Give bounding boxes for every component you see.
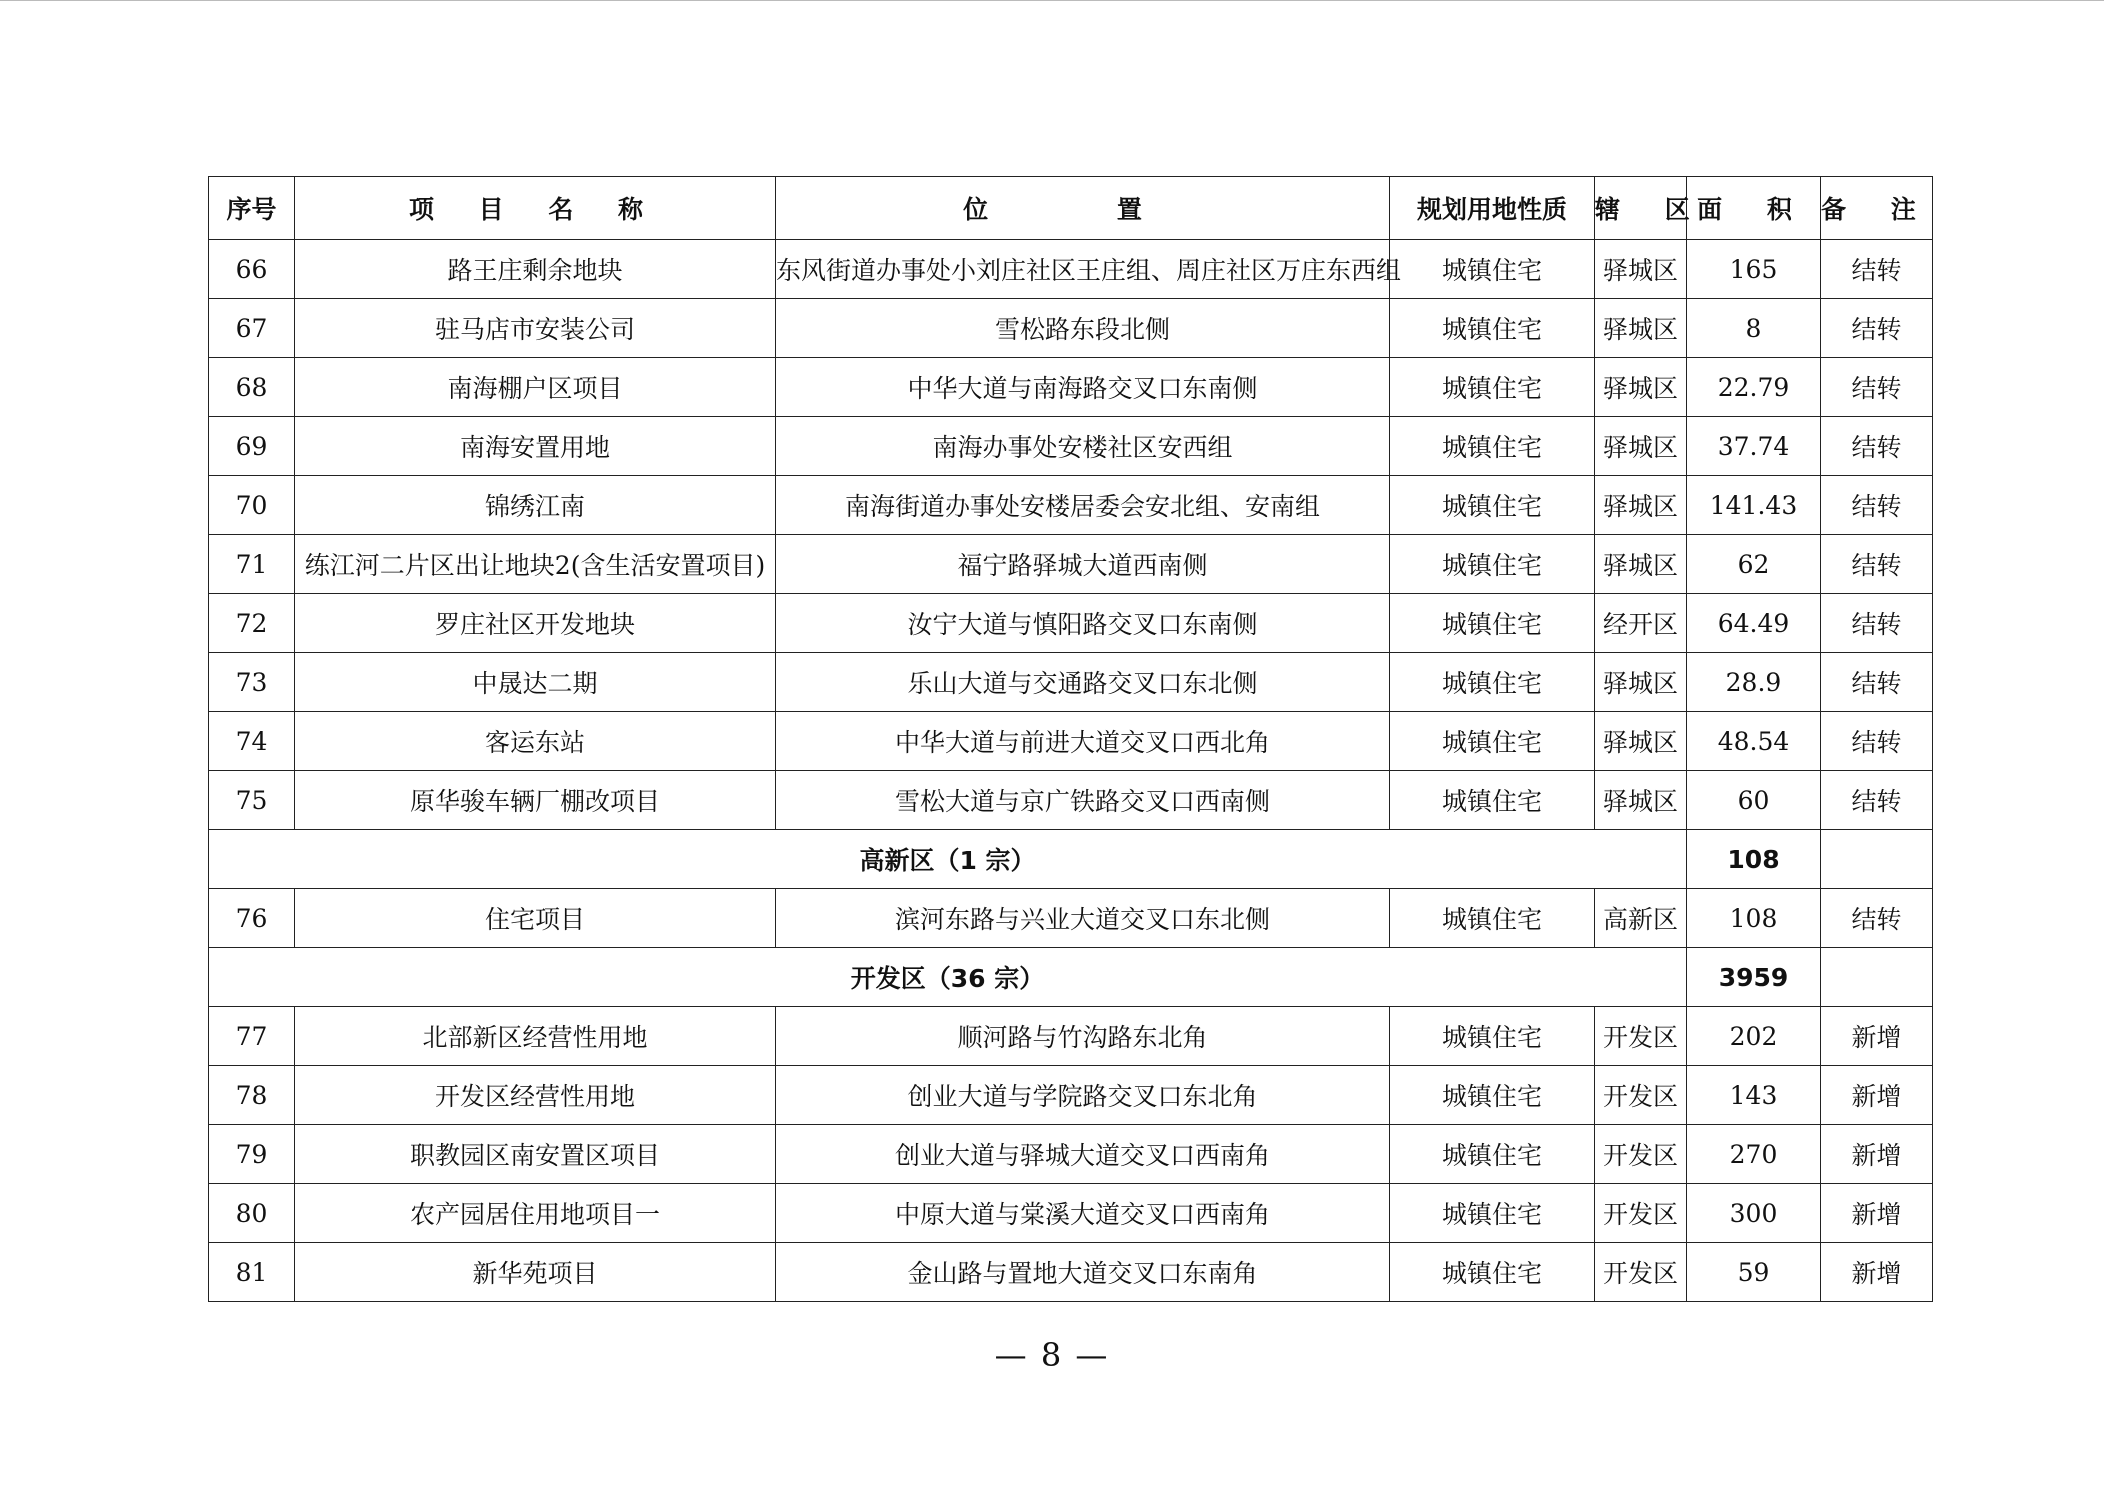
group-label: 高新区（1 宗）: [209, 830, 1687, 889]
rows-kaifa: [209, 1007, 1933, 1302]
group-gaoxin: [209, 830, 1933, 889]
group-remark: [1821, 948, 1933, 1007]
group-area: 3959: [1687, 948, 1821, 1007]
cell-area: 202: [1687, 1007, 1821, 1066]
table-row: [209, 712, 1933, 771]
cell-district: 驿城区: [1595, 653, 1687, 712]
cell-area: 59: [1687, 1243, 1821, 1302]
cell-remark: 新增: [1821, 1066, 1933, 1125]
rows-yicheng: [209, 240, 1933, 830]
cell-land-use: 城镇住宅: [1390, 299, 1595, 358]
cell-land-use: 城镇住宅: [1390, 240, 1595, 299]
table-row: [209, 417, 1933, 476]
cell-district: 开发区: [1595, 1184, 1687, 1243]
group-remark: [1821, 830, 1933, 889]
cell-remark: 结转: [1821, 299, 1933, 358]
cell-name: 客运东站: [295, 712, 776, 771]
cell-remark: 结转: [1821, 476, 1933, 535]
cell-land-use: 城镇住宅: [1390, 653, 1595, 712]
cell-name: 开发区经营性用地: [295, 1066, 776, 1125]
cell-district: 驿城区: [1595, 476, 1687, 535]
cell-remark: 结转: [1821, 417, 1933, 476]
cell-location: 东风街道办事处小刘庄社区王庄组、周庄社区万庄东西组: [776, 240, 1390, 299]
cell-district: 驿城区: [1595, 417, 1687, 476]
table-row: [209, 889, 1933, 948]
header-seq: 序号: [209, 177, 295, 240]
cell-land-use: 城镇住宅: [1390, 1184, 1595, 1243]
cell-location: 顺河路与竹沟路东北角: [776, 1007, 1390, 1066]
cell-land-use: 城镇住宅: [1390, 417, 1595, 476]
cell-seq: 70: [209, 476, 295, 535]
cell-name: 中晟达二期: [295, 653, 776, 712]
cell-land-use: 城镇住宅: [1390, 712, 1595, 771]
group-row-gaoxin: [209, 830, 1933, 889]
header-name: 项 目 名 称: [295, 177, 776, 240]
table-row: [209, 594, 1933, 653]
cell-name: 路王庄剩余地块: [295, 240, 776, 299]
cell-seq: 66: [209, 240, 295, 299]
group-label: 开发区（36 宗）: [209, 948, 1687, 1007]
cell-location: 创业大道与驿城大道交叉口西南角: [776, 1125, 1390, 1184]
cell-remark: 新增: [1821, 1184, 1933, 1243]
cell-district: 驿城区: [1595, 299, 1687, 358]
cell-area: 37.74: [1687, 417, 1821, 476]
cell-remark: 结转: [1821, 240, 1933, 299]
cell-location: 滨河东路与兴业大道交叉口东北侧: [776, 889, 1390, 948]
page-number: — 8 —: [994, 1336, 1110, 1374]
cell-name: 罗庄社区开发地块: [295, 594, 776, 653]
cell-name: 驻马店市安装公司: [295, 299, 776, 358]
cell-location: 福宁路驿城大道西南侧: [776, 535, 1390, 594]
cell-land-use: 城镇住宅: [1390, 1007, 1595, 1066]
cell-name: 原华骏车辆厂棚改项目: [295, 771, 776, 830]
header-area: 面 积: [1687, 177, 1821, 240]
cell-name: 北部新区经营性用地: [295, 1007, 776, 1066]
cell-area: 165: [1687, 240, 1821, 299]
cell-location: 南海街道办事处安楼居委会安北组、安南组: [776, 476, 1390, 535]
rows-gaoxin: [209, 889, 1933, 948]
cell-remark: 结转: [1821, 771, 1933, 830]
cell-name: 锦绣江南: [295, 476, 776, 535]
cell-location: 金山路与置地大道交叉口东南角: [776, 1243, 1390, 1302]
cell-seq: 75: [209, 771, 295, 830]
group-area: 108: [1687, 830, 1821, 889]
cell-district: 开发区: [1595, 1243, 1687, 1302]
cell-seq: 72: [209, 594, 295, 653]
cell-name: 南海安置用地: [295, 417, 776, 476]
cell-district: 驿城区: [1595, 771, 1687, 830]
table-row: [209, 535, 1933, 594]
cell-land-use: 城镇住宅: [1390, 476, 1595, 535]
table-row: [209, 476, 1933, 535]
header-land-use: 规划用地性质: [1390, 177, 1595, 240]
cell-name: 新华苑项目: [295, 1243, 776, 1302]
cell-seq: 67: [209, 299, 295, 358]
cell-seq: 68: [209, 358, 295, 417]
cell-remark: 结转: [1821, 653, 1933, 712]
cell-seq: 81: [209, 1243, 295, 1302]
cell-district: 驿城区: [1595, 712, 1687, 771]
cell-remark: 结转: [1821, 889, 1933, 948]
cell-land-use: 城镇住宅: [1390, 889, 1595, 948]
cell-district: 开发区: [1595, 1125, 1687, 1184]
cell-land-use: 城镇住宅: [1390, 358, 1595, 417]
table-row: [209, 653, 1933, 712]
cell-area: 141.43: [1687, 476, 1821, 535]
cell-remark: 结转: [1821, 712, 1933, 771]
group-kaifa: [209, 948, 1933, 1007]
table-row: [209, 358, 1933, 417]
cell-seq: 71: [209, 535, 295, 594]
cell-district: 驿城区: [1595, 240, 1687, 299]
cell-land-use: 城镇住宅: [1390, 594, 1595, 653]
cell-area: 270: [1687, 1125, 1821, 1184]
header-location: 位 置: [776, 177, 1390, 240]
cell-district: 经开区: [1595, 594, 1687, 653]
cell-seq: 77: [209, 1007, 295, 1066]
cell-land-use: 城镇住宅: [1390, 1243, 1595, 1302]
table-header-row: [209, 177, 1933, 240]
cell-district: 驿城区: [1595, 358, 1687, 417]
cell-area: 300: [1687, 1184, 1821, 1243]
header-remark: 备 注: [1821, 177, 1933, 240]
cell-location: 乐山大道与交通路交叉口东北侧: [776, 653, 1390, 712]
cell-area: 60: [1687, 771, 1821, 830]
cell-area: 28.9: [1687, 653, 1821, 712]
cell-area: 143: [1687, 1066, 1821, 1125]
table-row: [209, 1007, 1933, 1066]
table-row: [209, 771, 1933, 830]
cell-remark: 结转: [1821, 594, 1933, 653]
cell-seq: 79: [209, 1125, 295, 1184]
cell-name: 农产园居住用地项目一: [295, 1184, 776, 1243]
cell-seq: 74: [209, 712, 295, 771]
cell-location: 中华大道与南海路交叉口东南侧: [776, 358, 1390, 417]
table-row: [209, 299, 1933, 358]
cell-land-use: 城镇住宅: [1390, 771, 1595, 830]
table-row: [209, 1066, 1933, 1125]
header-district: 辖 区: [1595, 177, 1687, 240]
cell-remark: 结转: [1821, 358, 1933, 417]
cell-district: 开发区: [1595, 1066, 1687, 1125]
cell-name: 职教园区南安置区项目: [295, 1125, 776, 1184]
cell-seq: 69: [209, 417, 295, 476]
page-top-border: [0, 0, 2104, 1]
cell-location: 雪松路东段北侧: [776, 299, 1390, 358]
cell-land-use: 城镇住宅: [1390, 1066, 1595, 1125]
cell-seq: 78: [209, 1066, 295, 1125]
cell-area: 108: [1687, 889, 1821, 948]
cell-remark: 结转: [1821, 535, 1933, 594]
cell-remark: 新增: [1821, 1007, 1933, 1066]
table-row: [209, 1243, 1933, 1302]
table-row: [209, 1184, 1933, 1243]
cell-location: 创业大道与学院路交叉口东北角: [776, 1066, 1390, 1125]
cell-location: 汝宁大道与慎阳路交叉口东南侧: [776, 594, 1390, 653]
cell-area: 62: [1687, 535, 1821, 594]
cell-district: 高新区: [1595, 889, 1687, 948]
cell-location: 雪松大道与京广铁路交叉口西南侧: [776, 771, 1390, 830]
cell-seq: 73: [209, 653, 295, 712]
cell-land-use: 城镇住宅: [1390, 1125, 1595, 1184]
table-row: [209, 240, 1933, 299]
cell-name: 住宅项目: [295, 889, 776, 948]
cell-location: 中华大道与前进大道交叉口西北角: [776, 712, 1390, 771]
land-supply-table: [208, 176, 1933, 1302]
cell-location: 中原大道与棠溪大道交叉口西南角: [776, 1184, 1390, 1243]
cell-seq: 76: [209, 889, 295, 948]
cell-district: 驿城区: [1595, 535, 1687, 594]
cell-area: 48.54: [1687, 712, 1821, 771]
table-row: [209, 1125, 1933, 1184]
cell-area: 64.49: [1687, 594, 1821, 653]
group-row-kaifa: [209, 948, 1933, 1007]
cell-area: 22.79: [1687, 358, 1821, 417]
cell-location: 南海办事处安楼社区安西组: [776, 417, 1390, 476]
cell-remark: 新增: [1821, 1125, 1933, 1184]
cell-land-use: 城镇住宅: [1390, 535, 1595, 594]
cell-remark: 新增: [1821, 1243, 1933, 1302]
cell-area: 8: [1687, 299, 1821, 358]
cell-name: 练江河二片区出让地块2(含生活安置项目): [295, 535, 776, 594]
cell-seq: 80: [209, 1184, 295, 1243]
cell-district: 开发区: [1595, 1007, 1687, 1066]
cell-name: 南海棚户区项目: [295, 358, 776, 417]
